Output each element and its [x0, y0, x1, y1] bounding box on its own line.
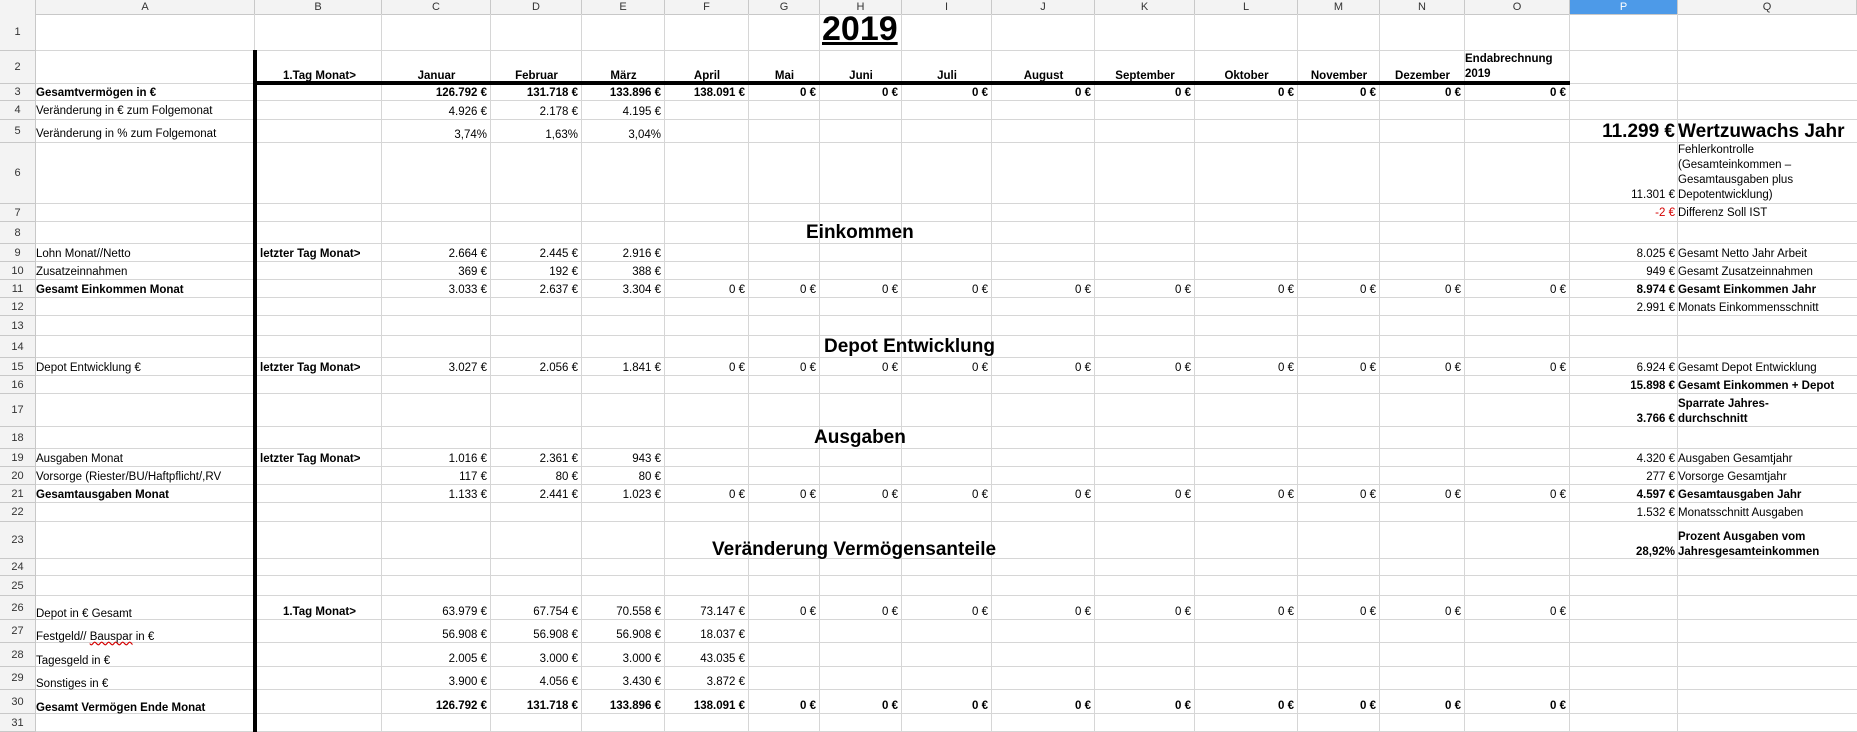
- row-header-7[interactable]: 7: [0, 204, 36, 222]
- q22-label[interactable]: Monatsschnitt Ausgaben: [1678, 507, 1804, 519]
- row-gridline: [36, 642, 1857, 643]
- row-gridline: [36, 50, 1857, 51]
- q7-differenz-label[interactable]: Differenz Soll IST: [1678, 207, 1768, 219]
- cell-h30[interactable]: 0 €: [882, 700, 898, 712]
- label-depot-entwicklung[interactable]: Depot Entwicklung €: [36, 362, 141, 374]
- q17-line1[interactable]: Sparrate Jahres-: [1678, 398, 1769, 410]
- column-header-l[interactable]: L: [1195, 0, 1298, 14]
- label-veraenderung-pct[interactable]: Veränderung in % zum Folgemonat: [36, 128, 217, 140]
- cell-n26[interactable]: 0 €: [1445, 606, 1461, 618]
- cell-i26[interactable]: 0 €: [972, 606, 988, 618]
- month-header[interactable]: Oktober: [1224, 70, 1269, 82]
- label-gesamtvermoegen[interactable]: Gesamtvermögen in €: [36, 87, 157, 99]
- row-gridline: [36, 100, 1857, 101]
- cell-f26[interactable]: 73.147 €: [700, 606, 745, 618]
- q23-line1[interactable]: Prozent Ausgaben vom: [1678, 531, 1806, 543]
- column-header-d[interactable]: D: [491, 0, 582, 14]
- cell-m30[interactable]: 0 €: [1360, 700, 1376, 712]
- p10-value[interactable]: 949 €: [1646, 266, 1675, 278]
- q5-wertzuwachs-label[interactable]: Wertzuwachs Jahr: [1678, 121, 1845, 142]
- cell-d3[interactable]: 131.718 €: [526, 87, 578, 99]
- sheet-title: 2019: [822, 10, 898, 48]
- cell-c30[interactable]: 126.792 €: [435, 700, 487, 712]
- label-tagesgeld[interactable]: Tagesgeld in €: [36, 655, 111, 667]
- month-header[interactable]: September: [1115, 70, 1175, 82]
- cell-m11[interactable]: 0 €: [1360, 284, 1376, 296]
- p11-value[interactable]: 8.974 €: [1636, 284, 1675, 296]
- cell-h15[interactable]: 0 €: [882, 362, 898, 374]
- month-header[interactable]: April: [693, 70, 721, 82]
- row-gridline: [36, 619, 1857, 620]
- label-lohn[interactable]: Lohn Monat//Netto: [36, 248, 131, 260]
- q6-line2: (Gesamteinkommen –: [1678, 159, 1792, 171]
- cell-e3[interactable]: 133.896 €: [609, 87, 661, 99]
- row-gridline: [36, 713, 1857, 714]
- cell-g21[interactable]: 0 €: [800, 489, 816, 501]
- cell-l3[interactable]: 0 €: [1278, 87, 1294, 99]
- row-gridline: [36, 375, 1857, 376]
- cell-e15[interactable]: 1.841 €: [622, 362, 661, 374]
- row-gridline: [36, 261, 1857, 262]
- row-header-2[interactable]: 2: [0, 51, 36, 84]
- cell-l11[interactable]: 0 €: [1278, 284, 1294, 296]
- cell-e11[interactable]: 3.304 €: [622, 284, 661, 296]
- row-gridline: [36, 595, 1857, 596]
- cell-e9[interactable]: 2.916 €: [622, 248, 661, 260]
- cell-c20[interactable]: 117 €: [459, 471, 487, 483]
- row-header-19[interactable]: 19: [0, 449, 36, 467]
- label-depot-gesamt[interactable]: Depot in € Gesamt: [36, 608, 132, 620]
- cell-f27[interactable]: 18.037 €: [700, 629, 745, 641]
- month-header[interactable]: Januar: [417, 70, 456, 82]
- column-header-c[interactable]: C: [382, 0, 491, 14]
- row-gridline: [36, 502, 1857, 503]
- column-header-p[interactable]: P: [1570, 0, 1678, 14]
- row-header-29[interactable]: 29: [0, 667, 36, 690]
- row-header-21[interactable]: 21: [0, 485, 36, 503]
- cell-e19[interactable]: 943 €: [632, 453, 661, 465]
- cell-c9[interactable]: 2.664 €: [448, 248, 487, 260]
- cell-h21[interactable]: 0 €: [882, 489, 898, 501]
- month-header[interactable]: Juli: [937, 70, 957, 82]
- q6-line4: Depotentwicklung): [1678, 189, 1773, 201]
- label-festgeld[interactable]: Festgeld// Bauspar in €: [36, 631, 155, 643]
- label-vorsorge[interactable]: Vorsorge (Riester/BU/Haftpflicht/,RV: [36, 471, 222, 483]
- cell-d30[interactable]: 131.718 €: [526, 700, 578, 712]
- cell-l26[interactable]: 0 €: [1278, 606, 1294, 618]
- row-header-31[interactable]: 31: [0, 714, 36, 732]
- cell-e10[interactable]: 388 €: [632, 266, 661, 278]
- cell-e26[interactable]: 70.558 €: [616, 606, 661, 618]
- cell-d28[interactable]: 3.000 €: [539, 653, 578, 665]
- cell-m26[interactable]: 0 €: [1360, 606, 1376, 618]
- cell-n3[interactable]: 0 €: [1445, 87, 1461, 99]
- q17-line2: durchschnitt: [1678, 413, 1748, 425]
- cell-g11[interactable]: 0 €: [800, 284, 816, 296]
- column-header-n[interactable]: N: [1380, 0, 1465, 14]
- label-gesamtausgaben[interactable]: Gesamtausgaben Monat: [36, 489, 169, 501]
- p12-value[interactable]: 2.991 €: [1636, 302, 1675, 314]
- section-veraenderung: Veränderung Vermögensanteile: [712, 539, 997, 560]
- row-header-13[interactable]: 13: [0, 316, 36, 336]
- p7-differenz-value[interactable]: -2 €: [1655, 207, 1675, 219]
- row-header-1[interactable]: 1: [0, 14, 36, 51]
- p16-value[interactable]: 15.898 €: [1630, 380, 1675, 392]
- month-header[interactable]: Februar: [515, 70, 558, 82]
- column-header-o[interactable]: O: [1465, 0, 1570, 14]
- cell-d21[interactable]: 2.441 €: [539, 489, 578, 501]
- row-header-11[interactable]: 11: [0, 280, 36, 298]
- cell-k21[interactable]: 0 €: [1175, 489, 1191, 501]
- row-header-30[interactable]: 30: [0, 690, 36, 714]
- p21-value[interactable]: 4.597 €: [1636, 489, 1675, 501]
- cell-d10[interactable]: 192 €: [549, 266, 578, 278]
- q20-label[interactable]: Vorsorge Gesamtjahr: [1678, 471, 1787, 483]
- row-header-22[interactable]: 22: [0, 503, 36, 522]
- cell-c27[interactable]: 56.908 €: [442, 629, 487, 641]
- header-endabrechnung-year: 2019: [1465, 68, 1491, 80]
- q15-label[interactable]: Gesamt Depot Entwicklung: [1678, 362, 1817, 374]
- p17-value[interactable]: 3.766 €: [1636, 413, 1675, 425]
- header-b: 1.Tag Monat>: [283, 70, 356, 82]
- label-ausgaben-monat[interactable]: Ausgaben Monat: [36, 453, 123, 465]
- b-label-row15[interactable]: letzter Tag Monat>: [260, 362, 361, 374]
- cell-n30[interactable]: 0 €: [1445, 700, 1461, 712]
- column-header-i[interactable]: I: [902, 0, 992, 14]
- cell-g30[interactable]: 0 €: [800, 700, 816, 712]
- cell-c28[interactable]: 2.005 €: [448, 653, 487, 665]
- label-gesamt-einkommen[interactable]: Gesamt Einkommen Monat: [36, 284, 184, 296]
- p20-value[interactable]: 277 €: [1646, 471, 1675, 483]
- row-gridline: [36, 297, 1857, 298]
- row-header-15[interactable]: 15: [0, 358, 36, 376]
- q23-line2: Jahresgesamteinkommen: [1678, 546, 1820, 558]
- p23-value[interactable]: 28,92%: [1635, 546, 1675, 558]
- row-header-3[interactable]: 3: [0, 84, 36, 101]
- cell-d11[interactable]: 2.637 €: [539, 284, 578, 296]
- column-header-j[interactable]: J: [992, 0, 1095, 14]
- p6-fehlerkontrolle-value[interactable]: 11.301 €: [1631, 189, 1675, 201]
- p5-wertzuwachs-value[interactable]: 11.299 €: [1602, 121, 1675, 142]
- row-header-4[interactable]: 4: [0, 101, 36, 120]
- cell-j15[interactable]: 0 €: [1075, 362, 1091, 374]
- cell-m15[interactable]: 0 €: [1360, 362, 1376, 374]
- cell-j26[interactable]: 0 €: [1075, 606, 1091, 618]
- row-gridline: [36, 426, 1857, 427]
- cell-n21[interactable]: 0 €: [1445, 489, 1461, 501]
- column-header-f[interactable]: F: [665, 0, 749, 14]
- cell-e29[interactable]: 3.430 €: [622, 676, 661, 688]
- thick-border-left: [253, 50, 257, 732]
- cell-n15[interactable]: 0 €: [1445, 362, 1461, 374]
- cell-n11[interactable]: 0 €: [1445, 284, 1461, 296]
- cell-k3[interactable]: 0 €: [1175, 87, 1191, 99]
- column-header-h[interactable]: H: [820, 0, 902, 14]
- label-veraenderung-eur[interactable]: Veränderung in € zum Folgemonat: [36, 105, 213, 117]
- column-header-e[interactable]: E: [582, 0, 665, 14]
- cell-j21[interactable]: 0 €: [1075, 489, 1091, 501]
- row-gridline: [36, 315, 1857, 316]
- b-label-row26[interactable]: 1.Tag Monat>: [283, 606, 356, 618]
- row-gridline: [36, 521, 1857, 522]
- section-ausgaben: Ausgaben: [814, 427, 906, 448]
- cell-f30[interactable]: 138.091 €: [693, 700, 745, 712]
- cell-k11[interactable]: 0 €: [1175, 284, 1191, 296]
- column-header-a[interactable]: A: [36, 0, 255, 14]
- row-gridline: [36, 689, 1857, 690]
- cell-k26[interactable]: 0 €: [1175, 606, 1191, 618]
- cell-j11[interactable]: 0 €: [1075, 284, 1091, 296]
- cell-j3[interactable]: 0 €: [1075, 87, 1091, 99]
- row-header-17[interactable]: 17: [0, 394, 36, 427]
- cell-c4[interactable]: 4.926 €: [448, 106, 487, 118]
- q6-line1[interactable]: Fehlerkontrolle: [1678, 144, 1755, 156]
- row-header-16[interactable]: 16: [0, 376, 36, 394]
- section-einkommen: Einkommen: [806, 222, 914, 243]
- cell-f11[interactable]: 0 €: [729, 284, 745, 296]
- column-header-k[interactable]: K: [1095, 0, 1195, 14]
- cell-c21[interactable]: 1.133 €: [448, 489, 487, 501]
- row-gridline: [36, 203, 1857, 204]
- column-header-g[interactable]: G: [749, 0, 820, 14]
- p9-value[interactable]: 8.025 €: [1636, 248, 1675, 260]
- cell-k30[interactable]: 0 €: [1175, 700, 1191, 712]
- cell-e27[interactable]: 56.908 €: [616, 629, 661, 641]
- column-header-q[interactable]: Q: [1678, 0, 1857, 14]
- section-depot: Depot Entwicklung: [824, 336, 995, 357]
- cell-h3[interactable]: 0 €: [882, 87, 898, 99]
- cell-f21[interactable]: 0 €: [729, 489, 745, 501]
- cell-i30[interactable]: 0 €: [972, 700, 988, 712]
- row-header-27[interactable]: 27: [0, 620, 36, 643]
- row-gridline: [36, 393, 1857, 394]
- month-header[interactable]: August: [1023, 70, 1064, 82]
- cell-i15[interactable]: 0 €: [972, 362, 988, 374]
- cell-e20[interactable]: 80 €: [638, 471, 661, 483]
- cell-o3[interactable]: 0 €: [1550, 87, 1566, 99]
- cell-l30[interactable]: 0 €: [1278, 700, 1294, 712]
- cell-c10[interactable]: 369 €: [458, 266, 487, 278]
- cell-e5[interactable]: 3,04%: [628, 129, 661, 141]
- cell-d4[interactable]: 2.178 €: [539, 106, 578, 118]
- row-header-9[interactable]: 9: [0, 244, 36, 262]
- row-gridline: [36, 119, 1857, 120]
- q10-label[interactable]: Gesamt Zusatzeinnahmen: [1678, 266, 1813, 278]
- label-gesamt-vermoegen-ende[interactable]: Gesamt Vermögen Ende Monat: [36, 702, 206, 714]
- q21-label[interactable]: Gesamtausgaben Jahr: [1678, 489, 1802, 501]
- cell-i11[interactable]: 0 €: [972, 284, 988, 296]
- label-sonstiges[interactable]: Sonstiges in €: [36, 678, 109, 690]
- row-gridline: [36, 666, 1857, 667]
- cell-c3[interactable]: 126.792 €: [435, 87, 487, 99]
- cell-d15[interactable]: 2.056 €: [539, 362, 578, 374]
- cell-o15[interactable]: 0 €: [1550, 362, 1566, 374]
- p19-value[interactable]: 4.320 €: [1636, 453, 1675, 465]
- cell-m3[interactable]: 0 €: [1360, 87, 1376, 99]
- row-gridline: [36, 221, 1857, 222]
- cell-g15[interactable]: 0 €: [800, 362, 816, 374]
- q9-label[interactable]: Gesamt Netto Jahr Arbeit: [1678, 248, 1808, 260]
- column-header-b[interactable]: B: [255, 0, 382, 14]
- month-header[interactable]: Juni: [849, 70, 873, 82]
- cell-o26[interactable]: 0 €: [1550, 606, 1566, 618]
- month-header[interactable]: Mai: [774, 70, 795, 82]
- row-header-5[interactable]: 5: [0, 120, 36, 143]
- cell-o11[interactable]: 0 €: [1550, 284, 1566, 296]
- row-header-12[interactable]: 12: [0, 298, 36, 316]
- q12-label[interactable]: Monats Einkommensschnitt: [1678, 302, 1819, 314]
- cell-e21[interactable]: 1.023 €: [622, 489, 661, 501]
- p15-value[interactable]: 6.924 €: [1636, 362, 1675, 374]
- cell-c29[interactable]: 3.900 €: [448, 676, 487, 688]
- row-header-20[interactable]: 20: [0, 467, 36, 485]
- cell-m21[interactable]: 0 €: [1360, 489, 1376, 501]
- row-header-23[interactable]: 23: [0, 522, 36, 559]
- cell-o21[interactable]: 0 €: [1550, 489, 1566, 501]
- cell-h26[interactable]: 0 €: [882, 606, 898, 618]
- row-gridline: [36, 279, 1857, 280]
- cell-f28[interactable]: 43.035 €: [700, 653, 745, 665]
- cell-l15[interactable]: 0 €: [1278, 362, 1294, 374]
- cell-d26[interactable]: 67.754 €: [533, 606, 578, 618]
- row-gridline: [36, 575, 1857, 576]
- cell-f3[interactable]: 138.091 €: [693, 87, 745, 99]
- cell-d29[interactable]: 4.056 €: [539, 676, 578, 688]
- select-all-corner[interactable]: [0, 0, 36, 14]
- column-header-m[interactable]: M: [1298, 0, 1380, 14]
- cell-e28[interactable]: 3.000 €: [622, 653, 661, 665]
- q11-label[interactable]: Gesamt Einkommen Jahr: [1678, 284, 1817, 296]
- cell-d5[interactable]: 1,63%: [545, 129, 578, 141]
- row-header-10[interactable]: 10: [0, 262, 36, 280]
- row-header-14[interactable]: 14: [0, 336, 36, 358]
- cell-k15[interactable]: 0 €: [1175, 362, 1191, 374]
- cell-c15[interactable]: 3.027 €: [448, 362, 487, 374]
- column-header-bar: [0, 0, 1857, 15]
- cell-l21[interactable]: 0 €: [1278, 489, 1294, 501]
- cell-d19[interactable]: 2.361 €: [539, 453, 578, 465]
- month-header[interactable]: März: [610, 70, 637, 82]
- month-header[interactable]: November: [1310, 70, 1368, 82]
- label-zusatzeinnahmen[interactable]: Zusatzeinnahmen: [36, 266, 128, 278]
- cell-f15[interactable]: 0 €: [729, 362, 745, 374]
- row-gridline: [36, 448, 1857, 449]
- cell-g3[interactable]: 0 €: [800, 87, 816, 99]
- cell-c5[interactable]: 3,74%: [454, 129, 487, 141]
- cell-c19[interactable]: 1.016 €: [448, 453, 487, 465]
- cell-h11[interactable]: 0 €: [882, 284, 898, 296]
- row-header-8[interactable]: 8: [0, 222, 36, 244]
- row-header-26[interactable]: 26: [0, 596, 36, 620]
- cell-d9[interactable]: 2.445 €: [539, 248, 578, 260]
- header-endabrechnung: Endabrechnung: [1465, 53, 1553, 65]
- row-gridline: [36, 243, 1857, 244]
- row-header-24[interactable]: 24: [0, 559, 36, 576]
- row-gridline: [36, 484, 1857, 485]
- b-label-row19[interactable]: letzter Tag Monat>: [260, 453, 361, 465]
- q16-label[interactable]: Gesamt Einkommen + Depot: [1678, 380, 1835, 392]
- month-header[interactable]: Dezember: [1395, 70, 1450, 82]
- cell-i3[interactable]: 0 €: [972, 87, 988, 99]
- cell-g26[interactable]: 0 €: [800, 606, 816, 618]
- row-header-18[interactable]: 18: [0, 427, 36, 449]
- cell-j30[interactable]: 0 €: [1075, 700, 1091, 712]
- cell-e4[interactable]: 4.195 €: [622, 106, 661, 118]
- cell-c11[interactable]: 3.033 €: [448, 284, 487, 296]
- row-gridline: [36, 466, 1857, 467]
- p22-value[interactable]: 1.532 €: [1636, 507, 1675, 519]
- b-label-row9[interactable]: letzter Tag Monat>: [260, 248, 361, 260]
- row-header-25[interactable]: 25: [0, 576, 36, 596]
- row-header-6[interactable]: 6: [0, 143, 36, 204]
- cell-o30[interactable]: 0 €: [1550, 700, 1566, 712]
- q6-line3: Gesamtausgaben plus: [1678, 174, 1794, 186]
- cell-e30[interactable]: 133.896 €: [609, 700, 661, 712]
- cell-f29[interactable]: 3.872 €: [706, 676, 745, 688]
- row-header-28[interactable]: 28: [0, 643, 36, 667]
- cell-c26[interactable]: 63.979 €: [442, 606, 487, 618]
- cell-d27[interactable]: 56.908 €: [533, 629, 578, 641]
- cell-d20[interactable]: 80 €: [555, 471, 578, 483]
- q19-label[interactable]: Ausgaben Gesamtjahr: [1678, 453, 1793, 465]
- cell-i21[interactable]: 0 €: [972, 489, 988, 501]
